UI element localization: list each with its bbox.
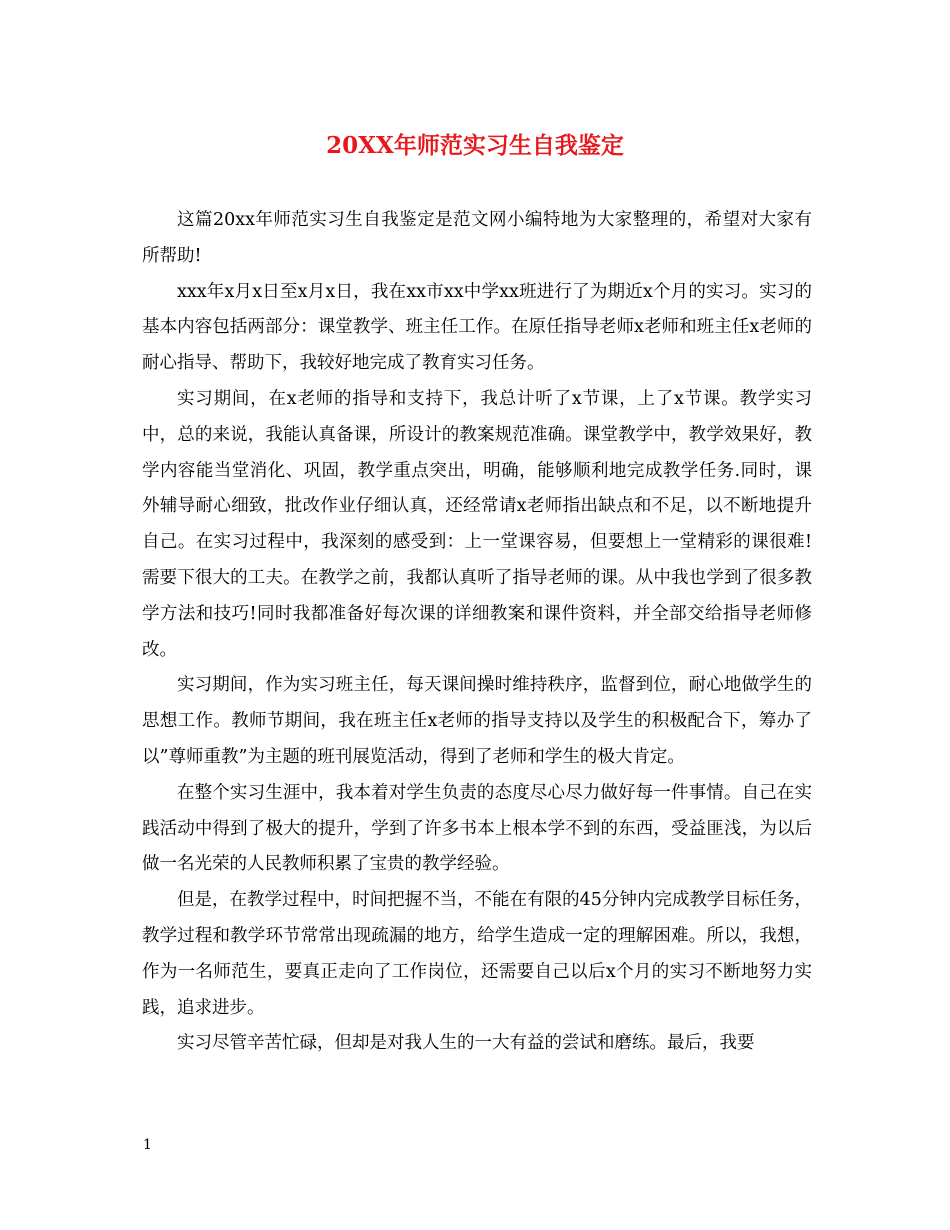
page-number: 1 bbox=[143, 1137, 152, 1153]
paragraph-experience-summary: 在整个实习生涯中，我本着对学生负责的态度尽心尽力做好每一件事情。自己在实践活动中得到了极大的提升，学到了许多书本上根本学不到的东西，受益匪浅，为以后做一名光荣的人民教师积累了宝贵的教学经验。 bbox=[142, 782, 812, 875]
document-title: 20XX年师范实习生自我鉴定 bbox=[326, 132, 624, 159]
paragraph-shortcomings: 但是，在教学过程中，时间把握不当，不能在有限的45分钟内完成教学目标任务，教学过程和教学环节常常出现疏漏的地方，给学生造成一定的理解困难。所以，我想，作为一名师范生，要真正走向了工作岗位，还需要自己以后x个月的实习不断地努力实践，追求进步。 bbox=[142, 890, 812, 1018]
document-body bbox=[142, 203, 812, 1062]
paragraph-teaching-practice: 实习期间，在x老师的指导和支持下，我总计听了x节课，上了x节课。教学实习中，总的来说，我能认真备课，所设计的教案规范准确。课堂教学中，教学效果好，教学内容能当堂消化、巩固，教学重点突出，明确，能够顺利地完成教学任务.同时，课外辅导耐心细致，批改作业仔细认真，还经常请x老师指出缺点和不足，以不断地提升自己。在实习过程中，我深刻的感受到：上一堂课容易，但要想上一堂精彩的课很难!需要下很大的工夫。在教学之前，我都认真听了指导老师的课。从中我也学到了很多教学方法和技巧!同时我都准备好每次课的详细教案和课件资料，并全部交给指导老师修改。 bbox=[142, 388, 812, 660]
paragraph-conclusion: 实习尽管辛苦忙碌，但却是对我人生的一大有益的尝试和磨练。最后，我要 bbox=[177, 1033, 755, 1054]
paragraph-class-teacher-work: 实习期间，作为实习班主任，每天课间操时维持秩序，监督到位，耐心地做学生的思想工作。教师节期间，我在班主任x老师的指导支持以及学生的积极配合下，筹办了以”尊师重教”为主题的班刊展览活动，得到了老师和学生的极大肯定。 bbox=[142, 675, 812, 767]
paragraph-internship-overview: xxx年x月x日至x月x日，我在xx市xx中学xx班进行了为期近x个月的实习。实习的基本内容包括两部分：课堂教学、班主任工作。在原任指导老师x老师和班主任x老师的耐心指导、帮助下，我较好地完成了教育实习任务。 bbox=[142, 281, 812, 374]
paragraph-intro: 这篇20xx年师范实习生自我鉴定是范文网小编特地为大家整理的，希望对大家有所帮助! bbox=[142, 210, 812, 266]
